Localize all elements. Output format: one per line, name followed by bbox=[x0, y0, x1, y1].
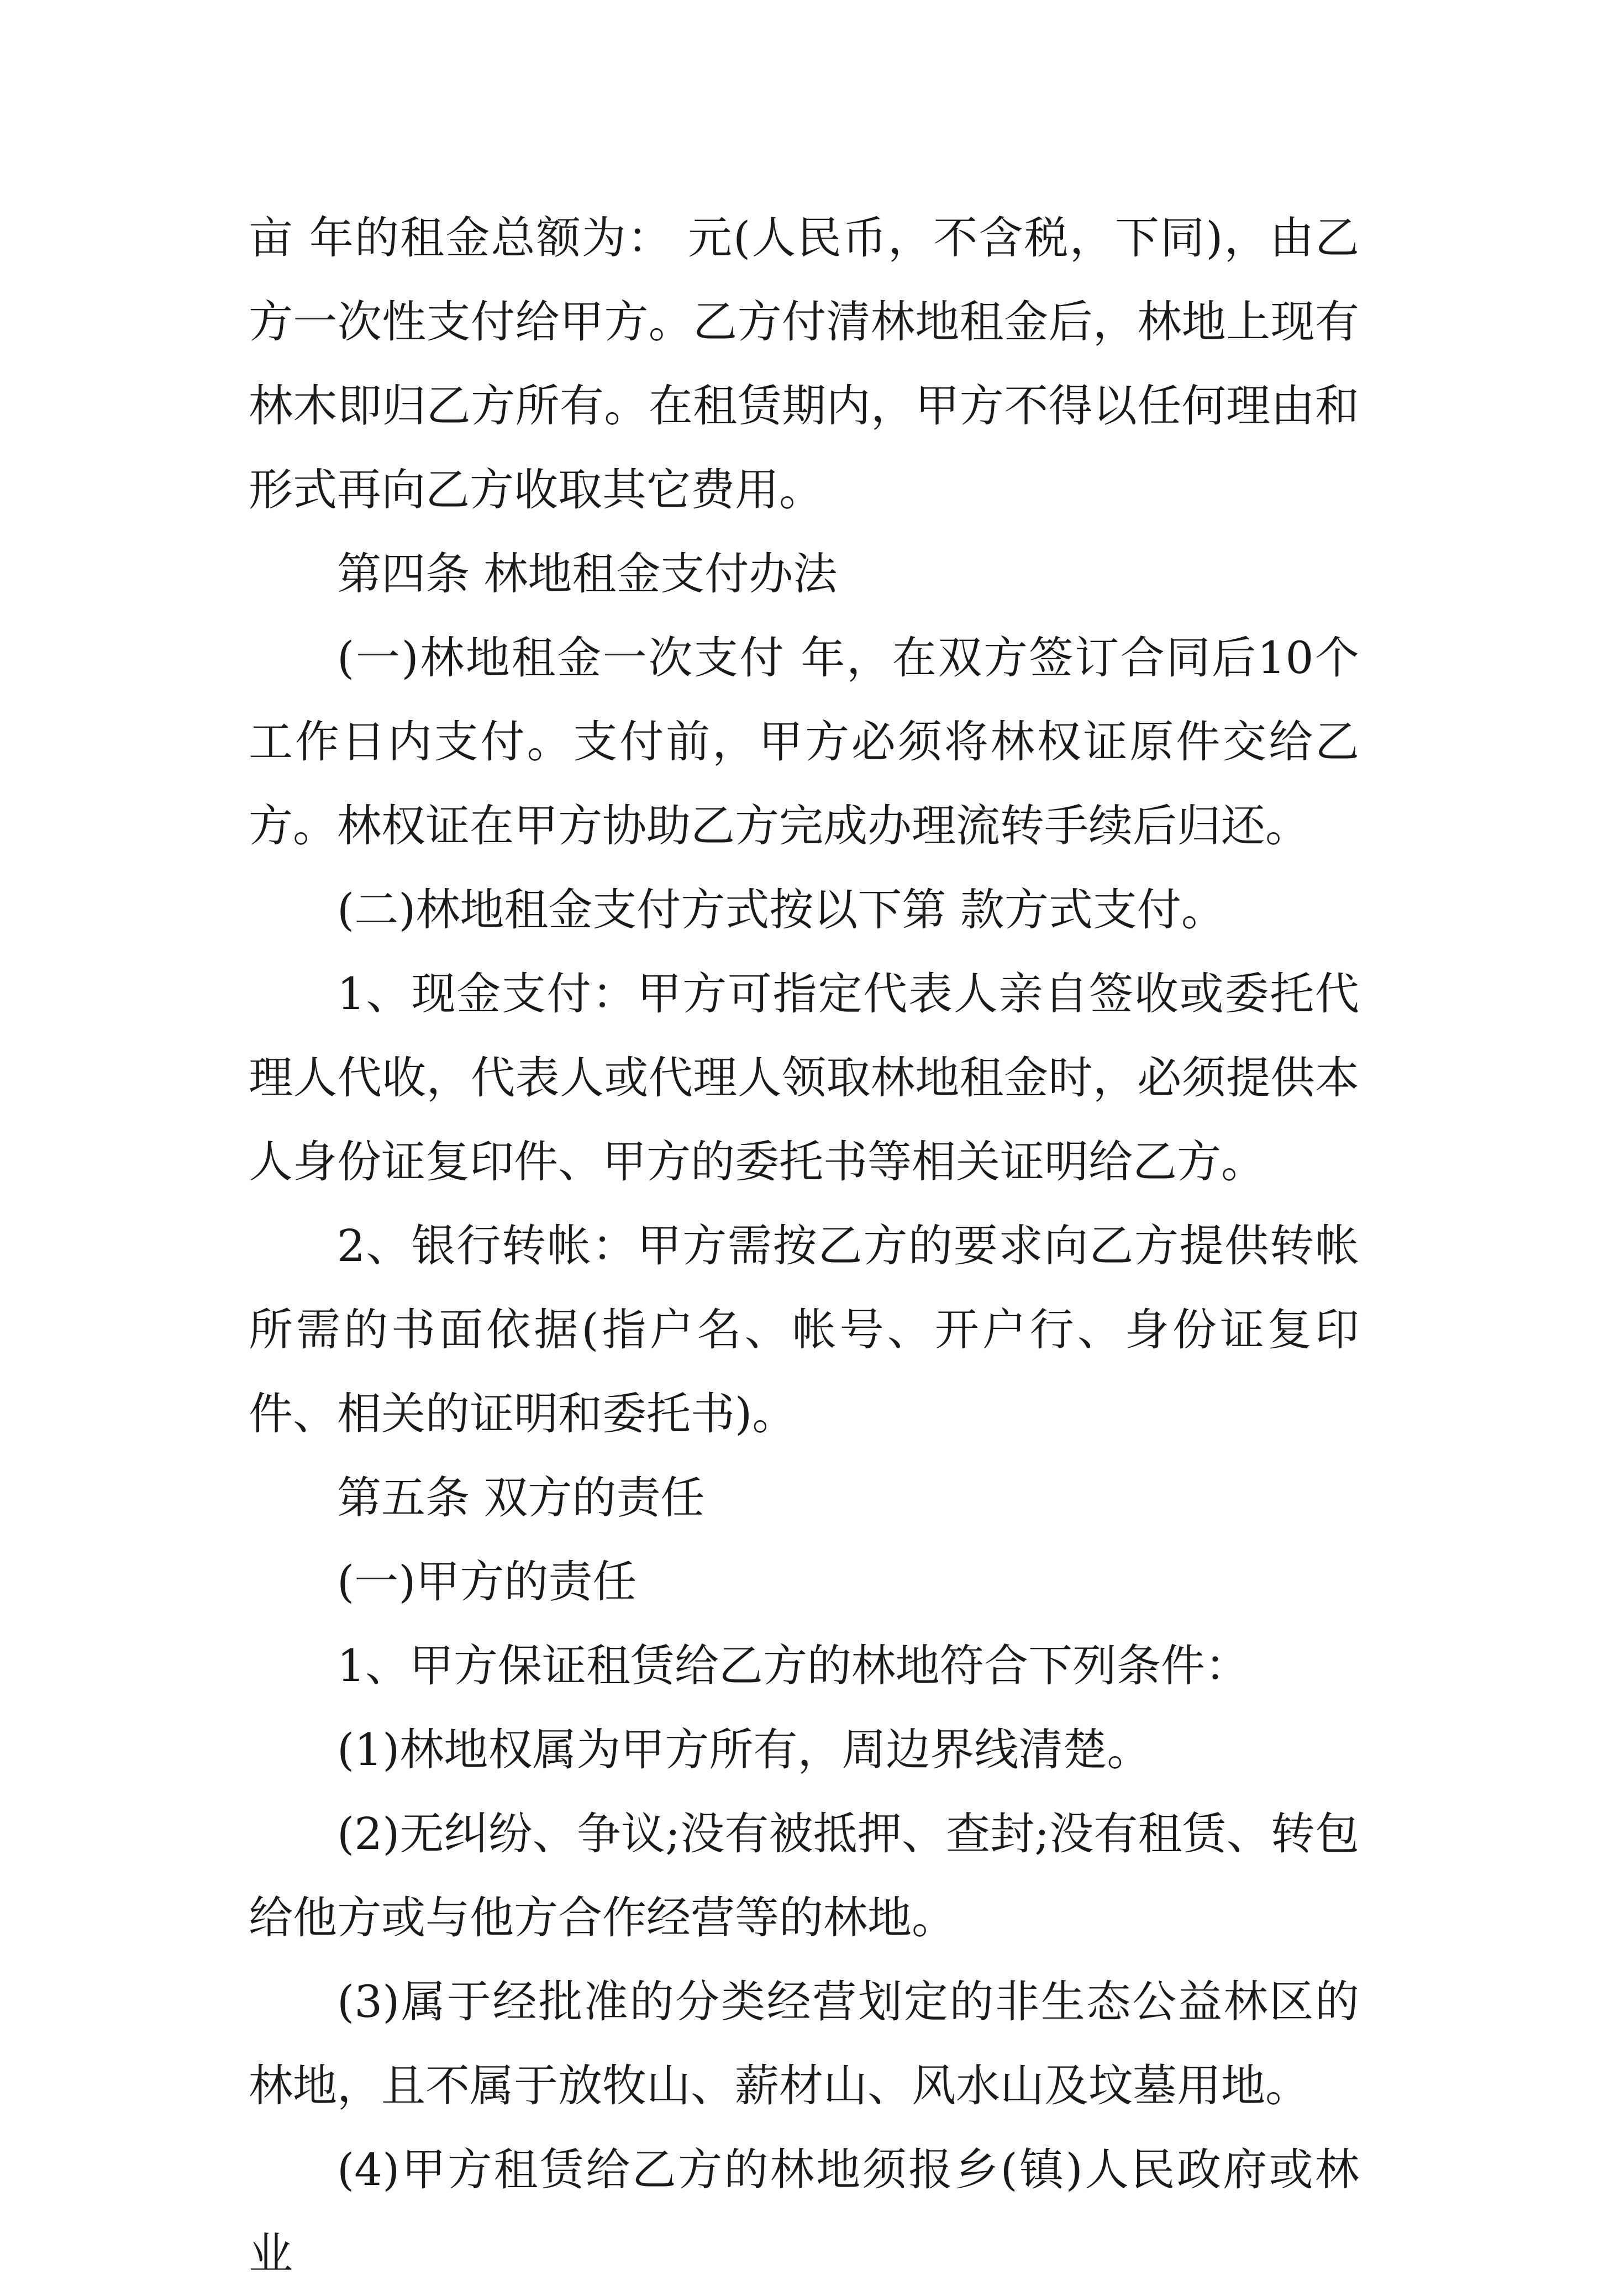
article-4-heading: 第四条 林地租金支付办法 bbox=[337, 548, 838, 600]
condition-3: (3)属于经批准的分类经营划定的非生态公益林区的林地，且不属于放牧山、薪材山、风水山及坟墓用地。 bbox=[249, 1976, 1359, 2111]
condition-1: (1)林地权属为甲方所有，周边界线清楚。 bbox=[337, 1724, 1151, 1775]
paragraph-one-time-payment: (一)林地租金一次支付 年，在双方签订合同后10个工作日内支付。支付前，甲方必须将林权证原件交给乙方。林权证在甲方协助乙方完成办理流转手续后归还。 bbox=[249, 632, 1359, 852]
article-5-heading: 第五条 双方的责任 bbox=[337, 1472, 705, 1523]
paragraph-cash-payment: 1、现金支付：甲方可指定代表人亲自签收或委托代理人代收，代表人或代理人领取林地租金时，必须提供本人身份证复印件、甲方的委托书等相关证明给乙方。 bbox=[249, 968, 1359, 1188]
paragraph-land-conditions: 1、甲方保证租赁给乙方的林地符合下列条件： bbox=[337, 1640, 1249, 1691]
paragraph-payment-method: (二)林地租金支付方式按以下第 款方式支付。 bbox=[337, 884, 1225, 936]
paragraph-rent-total: 亩 年的租金总额为： 元(人民币，不含税，下同)，由乙方一次性支付给甲方。乙方付清林地租金后，林地上现有林木即归乙方所有。在租赁期内，甲方不得以任何理由和形式再向乙方收取其它费用。 bbox=[249, 212, 1359, 516]
condition-2: (2)无纠纷、争议;没有被抵押、查封;没有租赁、转包给他方或与他方合作经营等的林地。 bbox=[249, 1808, 1359, 1943]
party-a-responsibility-heading: (一)甲方的责任 bbox=[337, 1556, 637, 1607]
paragraph-bank-transfer: 2、银行转帐：甲方需按乙方的要求向乙方提供转帐所需的书面依据(指户名、帐号、开户行、身份证复印件、相关的证明和委托书)。 bbox=[249, 1220, 1359, 1439]
document-body bbox=[249, 196, 1359, 2296]
condition-4: (4)甲方租赁给乙方的林地须报乡(镇)人民政府或林业 bbox=[249, 2144, 1359, 2279]
